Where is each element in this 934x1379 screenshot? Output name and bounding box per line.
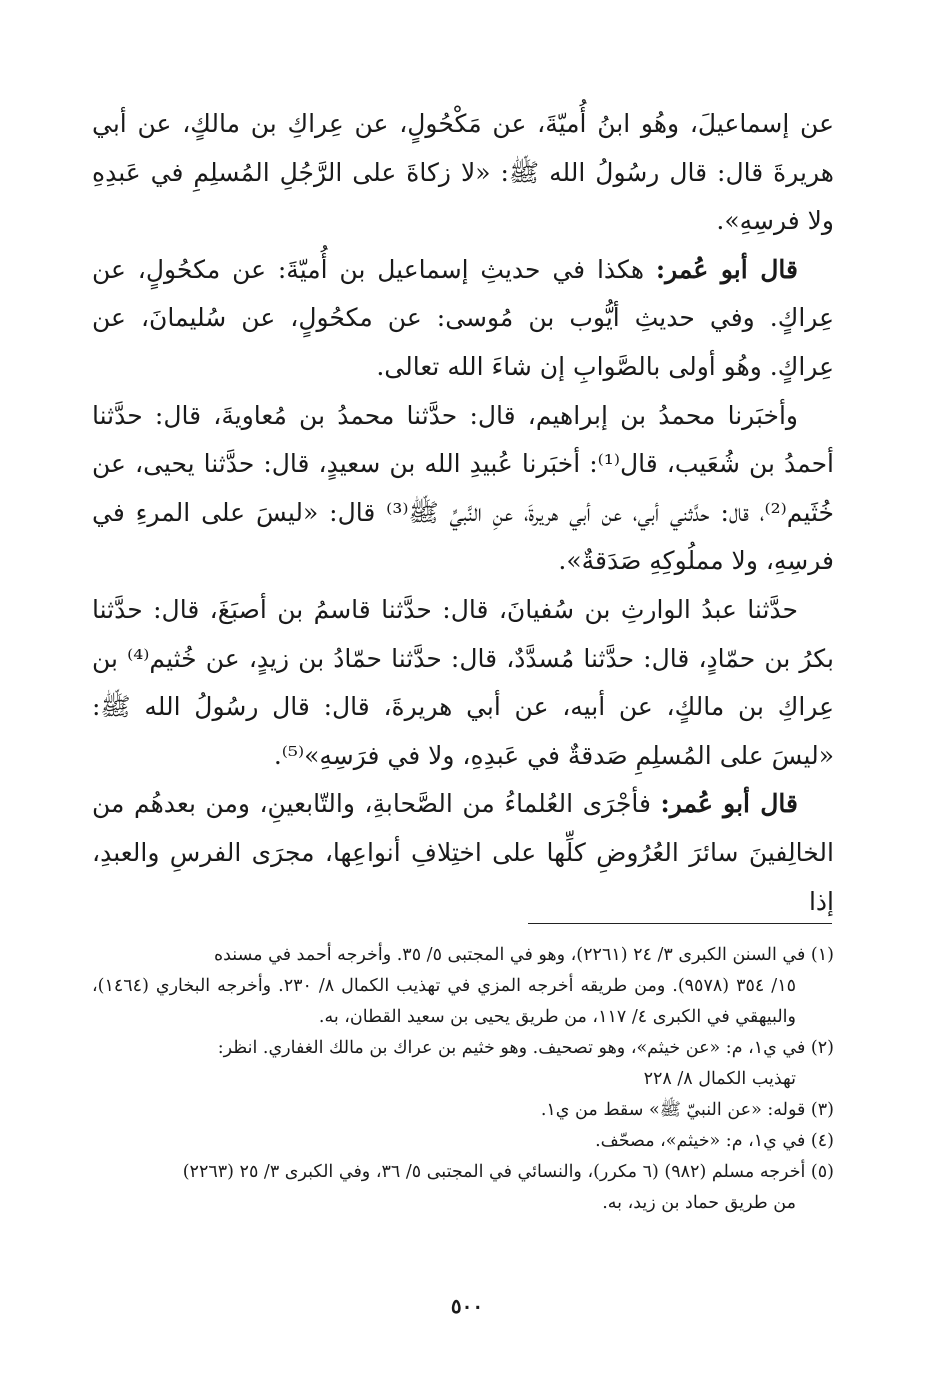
- footnote-2: [92, 1033, 834, 1095]
- footnote-divider: [528, 923, 832, 924]
- footnote-1-rest: ١٥/ ٣٥٤ (٩٥٧٨). ومن طريقه أخرجه المزي في تهذيب الكمال ٨/ ٢٣٠. وأخرجه البخاري (١٤٦٤)، والبيهقي في الكبرى ٤/ ١١٧، من طريق يحيى بن سعيد القطان، به.: [92, 976, 796, 1027]
- footnote-1: [92, 940, 834, 1033]
- footnote-3: [92, 1095, 834, 1126]
- paragraph-5: [92, 780, 834, 926]
- footnote-1-first: (١) في السنن الكبرى ٣/ ٢٤ (٢٢٦١)، وهو في المجتبى ٥/ ٣٥. وأخرجه أحمد في مسنده: [213, 945, 834, 965]
- footnotes: [92, 940, 834, 1219]
- paragraph-2-text: هكذا في حديثِ إسماعيل بن أُميّةَ: عن مكحُولٍ، عن عِراكٍ. وفي حديثِ أيُّوب بن مُوسى: عن مكحُولٍ، عن سُليمانَ، عن عِراكٍ. وهُو أولى بالصَّوابِ إن شاءَ الله تعالى.: [92, 254, 834, 381]
- footnote-3-first: (٣) قوله: «عن النبيّ ﷺ» سقط من ي١.: [540, 1100, 834, 1120]
- footnote-2-rest: تهذيب الكمال ٨/ ٢٢٨: [643, 1069, 796, 1089]
- paragraph-4: حدَّثنا عبدُ الوارثِ بن سُفيانَ، قال: حدَّثنا قاسمُ بن أصبَغَ، قال: حدَّثنا بكرُ بن حمّادٍ، قال: حدَّثنا مُسدَّدٌ، قال: حدَّثنا حمّادُ بن زيدٍ، عن خُثيم⁽⁴⁾ بن عِراكِ بن مالكٍ، عن أبيه، عن أبي هريرةَ، قال: قال رسُولُ الله ﷺ: «ليسَ على المُسلِمِ صَدقةٌ في عَبدِهِ، ولا في فرَسِهِ»⁽⁵⁾.: [92, 594, 834, 770]
- page-number: ٥٠٠: [450, 1294, 484, 1318]
- paragraph-5-text: فأجْرَى العُلماءُ من الصَّحابةِ، والتّابعينِ، ومن بعدهُم من الخالِفينَ سائرَ العُرُوضِ كلِّها على اختِلافِ أنواعِها، مجرَى الفرسِ والعبدِ، إذا: [92, 789, 834, 916]
- paragraph-5-lead: قال أبو عُمر:: [660, 789, 798, 819]
- footnote-2-first: (٢) في ي١، م: «عن خيثم»، وهو تصحيف. وهو خثيم بن عراك بن مالك الغفاري. انظر:: [217, 1038, 834, 1058]
- footnote-5-first: (٥) أخرجه مسلم (٩٨٢) (٦ مكرر)، والنسائي في المجتبى ٥/ ٣٦، وفي الكبرى ٣/ ٢٥ (٢٢٦٣): [182, 1162, 834, 1182]
- footnote-5: [92, 1157, 834, 1219]
- footnote-4-first: (٤) في ي١، م: «خيثم»، مصحّف.: [595, 1131, 834, 1151]
- footnote-4: [92, 1126, 834, 1157]
- main-text: [92, 100, 834, 926]
- paragraph-2: [92, 246, 834, 392]
- footnote-5-rest: من طريق حماد بن زيد، به.: [602, 1193, 796, 1213]
- paragraph-3: وأخبَرنا محمدُ بن إبراهيم، قال: حدَّثنا محمدُ بن مُعاويةَ، قال: حدَّثنا أحمدُ بن شُعَيب، قال⁽¹⁾: أخبَرنا عُبيدِ الله بن سعيدٍ، قال: حدَّثنا يحيى، عن خُثَيم⁽²⁾، قال: حدَّثني أبي، عن أبي هريرةَ، عنِ النَّبيِّ ﷺ⁽³⁾ قال: «ليسَ على المرءِ في فرسِهِ، ولا مملُوكِهِ صَدَقةٌ».: [92, 400, 834, 576]
- paragraph-1: عن إسماعيلَ، وهُو ابنُ أُميّةَ، عن مَكْحُولٍ، عن عِراكِ بن مالكٍ، عن أبي هريرةَ قال: قال رسُولُ الله ﷺ: «لا زكاةَ على الرَّجُلِ المُسلِمِ في عَبدِهِ ولا فرسِهِ».: [92, 109, 834, 236]
- paragraph-2-lead: قال أبو عُمر:: [655, 254, 798, 284]
